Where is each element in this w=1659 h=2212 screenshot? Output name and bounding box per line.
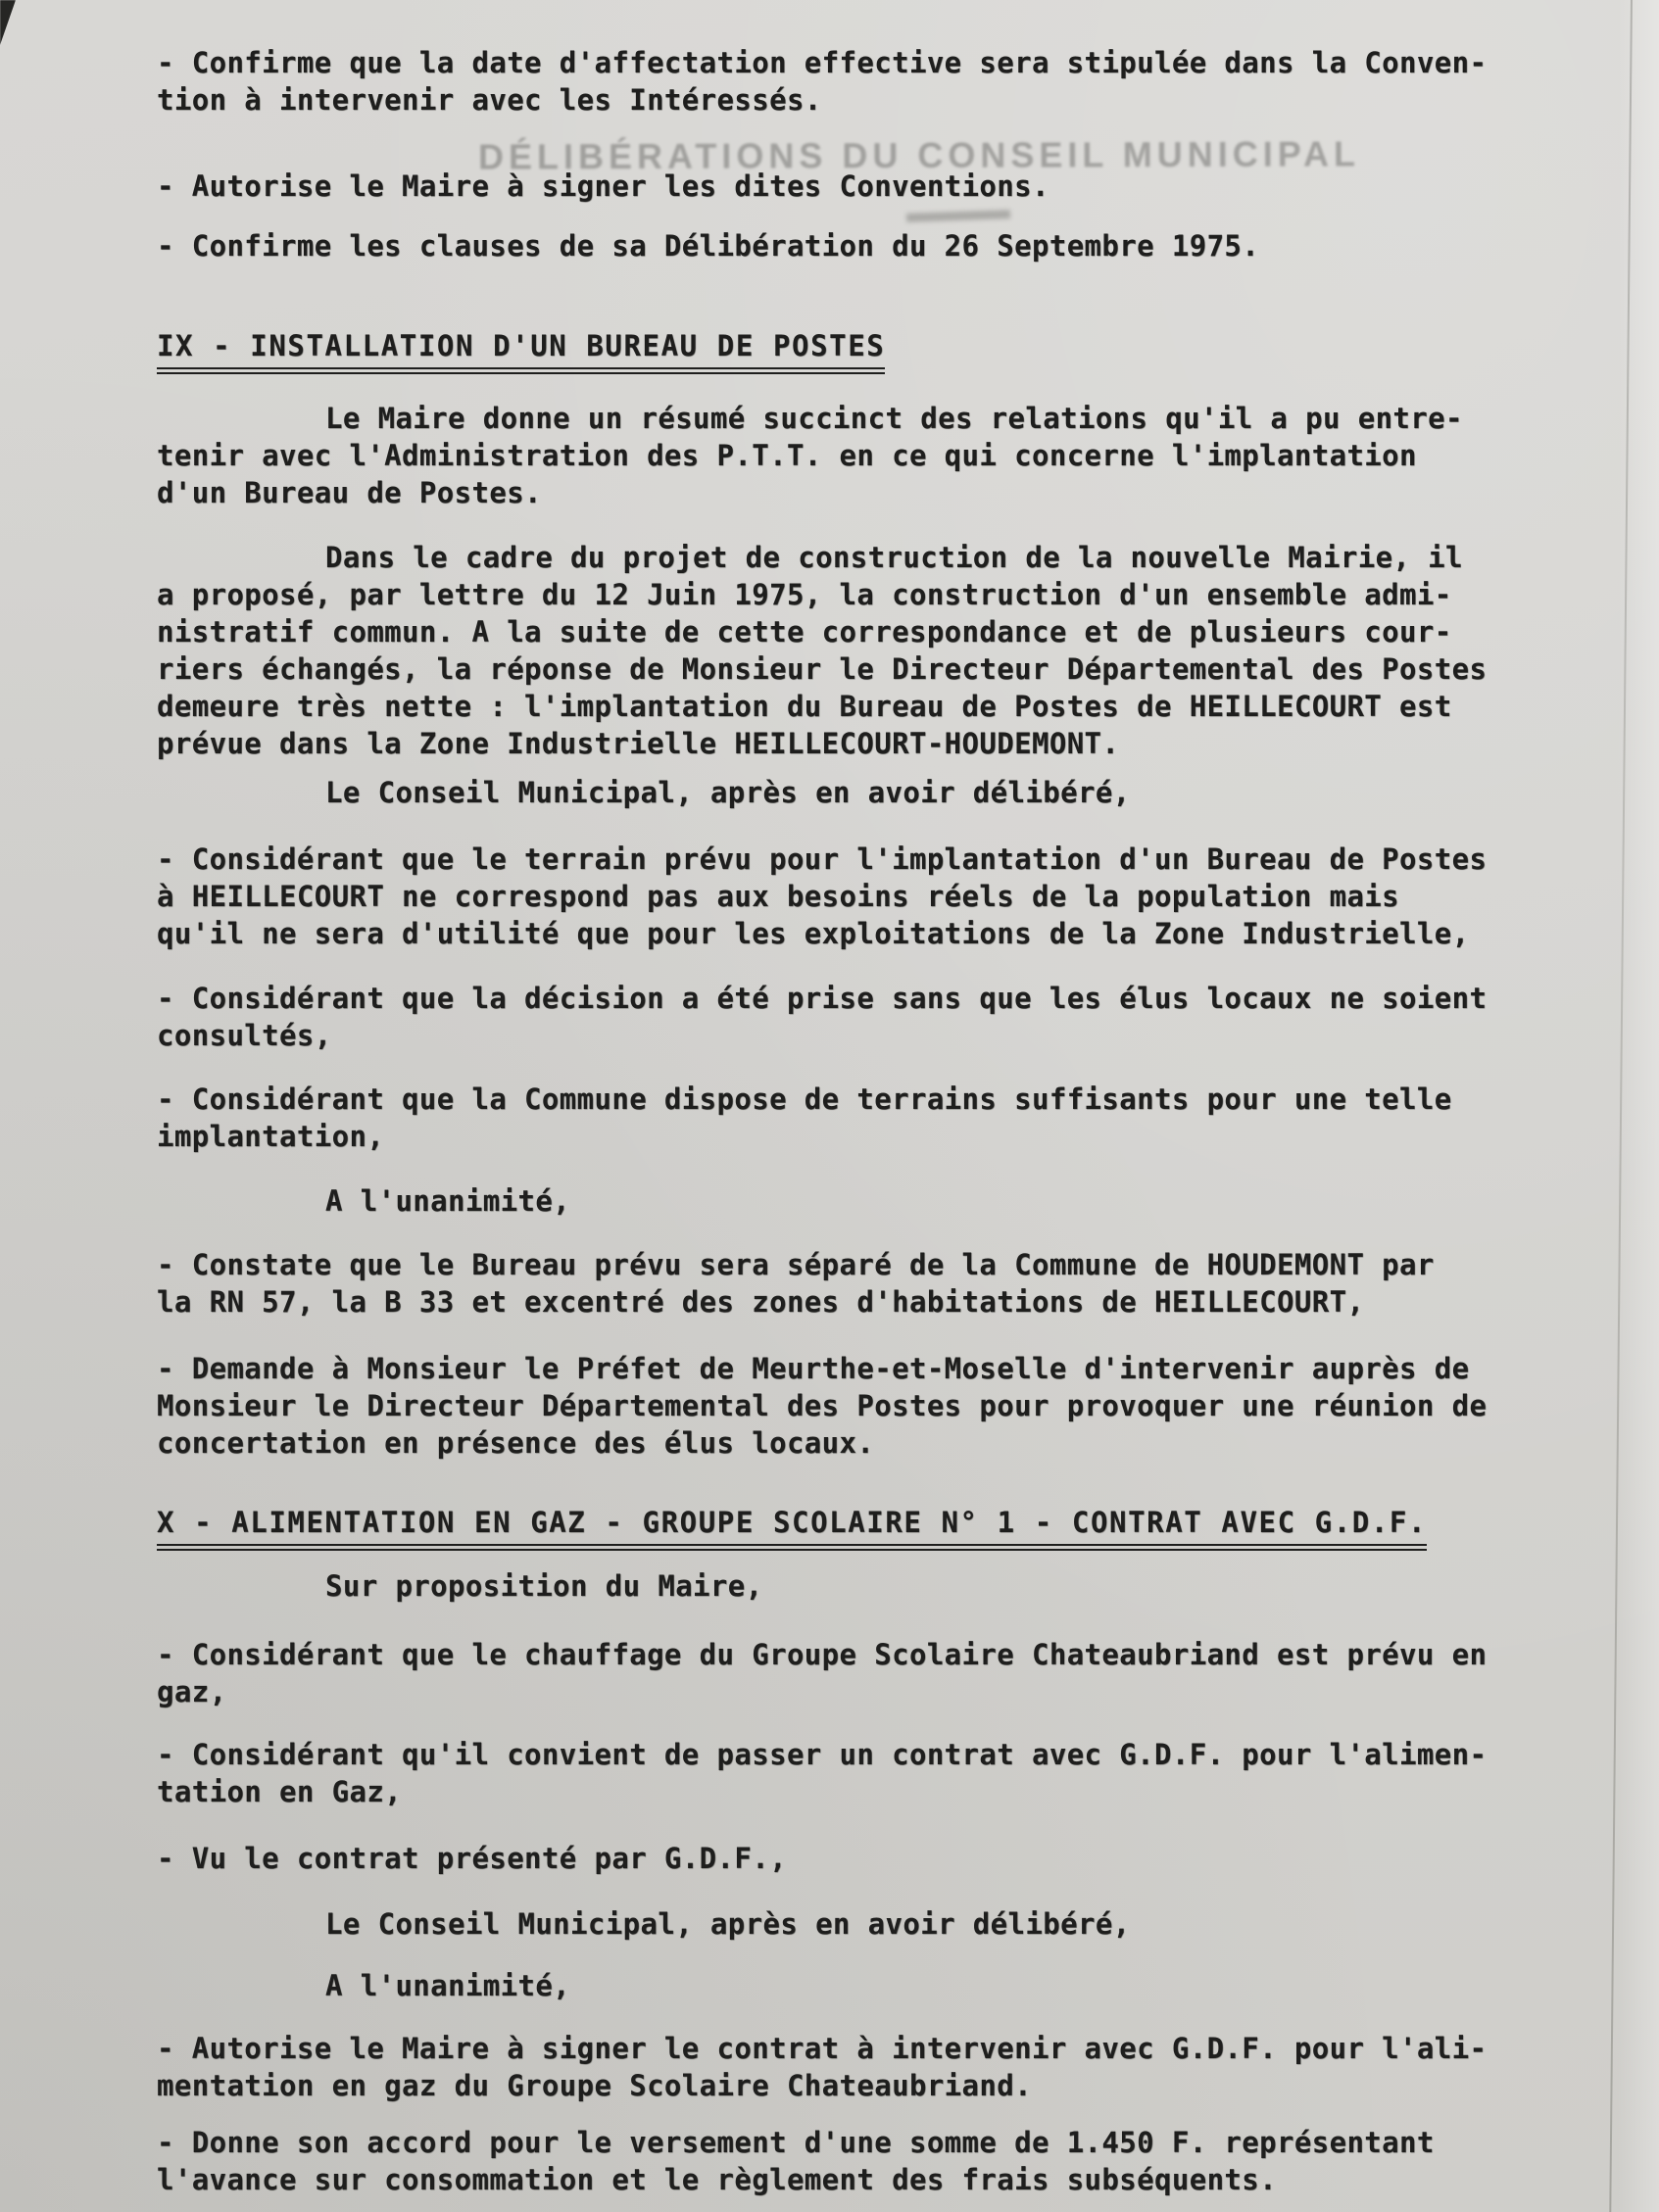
- bullet-paragraph: [157, 1736, 1561, 1810]
- bullet-paragraph: [157, 1840, 1561, 1877]
- text-line: Monsieur le Directeur Départemental des Postes pour provoquer une réunion de: [157, 1389, 1488, 1422]
- page-edge-highlight: [1618, 0, 1659, 2212]
- paragraph-block: [157, 1567, 1561, 1605]
- text-line: - Autorise le Maire à signer les dites Conventions.: [157, 169, 1049, 203]
- text-line: [157, 1504, 1561, 1551]
- ink-smudge-artifact: [906, 210, 1010, 222]
- bullet-paragraph: [157, 2030, 1561, 2104]
- text-line: A l'unanimité,: [325, 1184, 571, 1218]
- text-line: gaz,: [157, 1675, 227, 1708]
- text-line: - Constate que le Bureau prévu sera séparé de la Commune de HOUDEMONT par: [157, 1248, 1435, 1281]
- text-line: - Considérant que le terrain prévu pour l'implantation d'un Bureau de Postes: [157, 842, 1488, 876]
- page-crease-line: [1609, 0, 1633, 2212]
- watermark-text: DÉLIBÉRATIONS DU CONSEIL MUNICIPAL: [477, 133, 1361, 177]
- bullet-paragraph: [157, 980, 1561, 1054]
- text-line: demeure très nette : l'implantation du Bureau de Postes de HEILLECOURT est: [157, 690, 1452, 723]
- text-line: - Confirme les clauses de sa Délibération du 26 Septembre 1975.: [157, 229, 1260, 263]
- scan-corner-artifact: [0, 0, 16, 45]
- paragraph-block: [157, 400, 1561, 511]
- text-line: [157, 327, 1561, 374]
- section-heading: [157, 1504, 1561, 1551]
- bullet-paragraph: [157, 227, 1561, 264]
- text-line: - Donne son accord pour le versement d'une somme de 1.450 F. représentant: [157, 2126, 1435, 2159]
- text-line: qu'il ne sera d'utilité que pour les exploitations de la Zone Industrielle,: [157, 917, 1470, 950]
- bullet-paragraph: [157, 2124, 1561, 2198]
- bullet-paragraph: [157, 1081, 1561, 1155]
- text-line: tenir avec l'Administration des P.T.T. en ce qui concerne l'implantation: [157, 439, 1417, 472]
- text-line: prévue dans la Zone Industrielle HEILLECOURT-HOUDEMONT.: [157, 727, 1120, 760]
- bullet-paragraph: [157, 1636, 1561, 1710]
- bullet-paragraph: [157, 1246, 1561, 1321]
- text-line: a proposé, par lettre du 12 Juin 1975, la construction d'un ensemble admi-: [157, 578, 1452, 611]
- text-line: - Demande à Monsieur le Préfet de Meurthe-et-Moselle d'intervenir auprès de: [157, 1352, 1470, 1385]
- text-line: Le Maire donne un résumé succinct des relations qu'il a pu entre-: [325, 402, 1463, 435]
- text-line: - Vu le contrat présenté par G.D.F.,: [157, 1842, 787, 1875]
- text-line: - Considérant qu'il convient de passer un contrat avec G.D.F. pour l'alimen-: [157, 1738, 1488, 1771]
- text-line: Le Conseil Municipal, après en avoir délibéré,: [325, 776, 1131, 809]
- text-line: mentation en gaz du Groupe Scolaire Chateaubriand.: [157, 2069, 1032, 2102]
- bullet-paragraph: [157, 841, 1561, 952]
- text-line: - Considérant que la décision a été prise sans que les élus locaux ne soient: [157, 982, 1488, 1015]
- text-line: d'un Bureau de Postes.: [157, 476, 542, 509]
- text-line: nistratif commun. A la suite de cette correspondance et de plusieurs cour-: [157, 615, 1452, 649]
- section-heading: [157, 327, 1561, 374]
- paragraph-block: [157, 1967, 1561, 2004]
- text-line: tation en Gaz,: [157, 1775, 403, 1808]
- heading-text: X - ALIMENTATION EN GAZ - GROUPE SCOLAIRE N° 1 - CONTRAT AVEC G.D.F.: [157, 1504, 1427, 1551]
- text-line: Dans le cadre du projet de construction de la nouvelle Mairie, il: [325, 541, 1463, 574]
- paragraph-block: [157, 774, 1561, 811]
- text-line: - Confirme que la date d'affectation effective sera stipulée dans la Conven-: [157, 46, 1488, 79]
- text-line: Sur proposition du Maire,: [325, 1569, 763, 1603]
- text-line: à HEILLECOURT ne correspond pas aux besoins réels de la population mais: [157, 880, 1400, 913]
- bullet-paragraph: [157, 44, 1561, 119]
- text-line: concertation en présence des élus locaux.: [157, 1426, 875, 1460]
- paragraph-block: [157, 1182, 1561, 1220]
- text-line: consultés,: [157, 1019, 332, 1052]
- text-line: A l'unanimité,: [325, 1969, 571, 2002]
- text-line: - Autorise le Maire à signer le contrat à intervenir avec G.D.F. pour l'ali-: [157, 2032, 1488, 2065]
- paragraph-block: [157, 539, 1561, 762]
- bullet-paragraph: [157, 1350, 1561, 1462]
- text-line: l'avance sur consommation et le règlement des frais subséquents.: [157, 2163, 1278, 2196]
- text-line: Le Conseil Municipal, après en avoir délibéré,: [325, 1907, 1131, 1941]
- text-line: implantation,: [157, 1120, 385, 1153]
- heading-text: IX - INSTALLATION D'UN BUREAU DE POSTES: [157, 327, 885, 374]
- bullet-paragraph: [157, 168, 1561, 205]
- text-line: tion à intervenir avec les Intéressés.: [157, 83, 822, 117]
- text-line: - Considérant que le chauffage du Groupe Scolaire Chateaubriand est prévu en: [157, 1638, 1488, 1671]
- text-line: riers échangés, la réponse de Monsieur le Directeur Départemental des Postes: [157, 652, 1488, 686]
- paragraph-block: [157, 1905, 1561, 1943]
- text-line: - Considérant que la Commune dispose de terrains suffisants pour une telle: [157, 1082, 1452, 1116]
- text-line: la RN 57, la B 33 et excentré des zones d'habitations de HEILLECOURT,: [157, 1285, 1365, 1319]
